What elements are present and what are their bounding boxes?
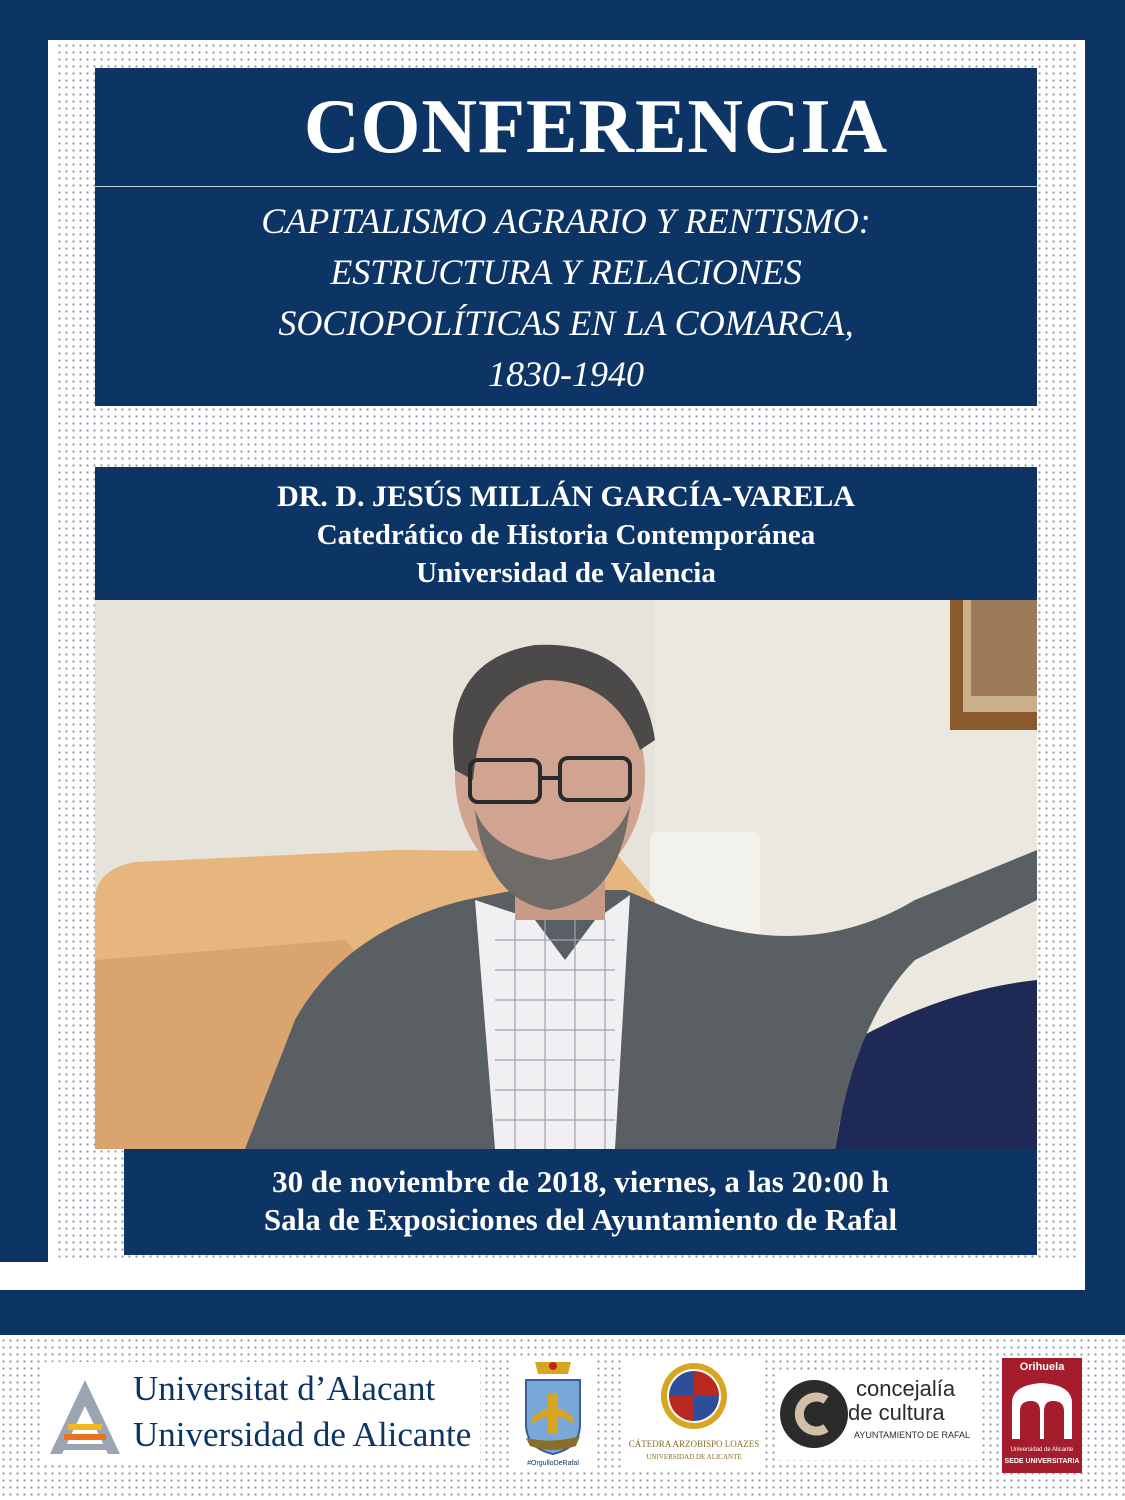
event-date: 30 de noviembre de 2018, viernes, a las 20:00 h <box>272 1164 889 1199</box>
ua-name-spanish: Universidad de Alicante <box>133 1415 472 1454</box>
speaker-role: Catedrático de Historia Contemporánea <box>316 519 816 551</box>
conference-subtitle <box>95 196 1037 400</box>
frame-left-inner-line <box>48 40 54 1262</box>
cultura-line3: AYUNTAMIENTO DE RAFAL <box>854 1430 971 1440</box>
subtitle-line: CAPITALISMO AGRARIO Y RENTISMO: <box>261 201 871 241</box>
ua-name-valencian: Universitat d’Alacant <box>133 1369 436 1408</box>
frame-top-border <box>0 0 1085 40</box>
cultura-line1: concejalía <box>856 1376 956 1401</box>
speaker-university: Universidad de Valencia <box>416 557 716 589</box>
rafal-crest-icon <box>510 1358 596 1458</box>
orihuela-sede-logo <box>1002 1358 1082 1473</box>
ua-name <box>133 1366 471 1458</box>
ua-logo <box>40 1362 480 1464</box>
frame-bottom-band <box>0 1290 1125 1335</box>
catedra-logo <box>624 1360 764 1468</box>
orihuela-sede: SEDE UNIVERSITARIA <box>1004 1458 1080 1465</box>
cultura-c-icon <box>778 1374 850 1456</box>
subtitle-line: ESTRUCTURA Y RELACIONES <box>330 252 802 292</box>
title-divider <box>95 186 1037 187</box>
frame-right-border <box>1085 0 1125 1290</box>
concejalia-cultura-logo <box>778 1370 978 1460</box>
ua-emblem-icon <box>40 1362 130 1462</box>
speaker-name: DR. D. JESÚS MILLÁN GARCÍA-VARELA <box>277 480 855 513</box>
catedra-name: CÁTEDRA ARZOBISPO LOAZES <box>628 1439 760 1449</box>
speaker-info <box>95 478 1037 592</box>
rafal-crest-logo <box>510 1358 596 1472</box>
cultura-line2: de cultura <box>848 1400 945 1425</box>
speaker-photo-illustration <box>95 600 1037 1149</box>
catedra-university: UNIVERSIDAD DE ALICANTE <box>646 1453 742 1461</box>
orihuela-university: Universidad de Alicante <box>1010 1447 1074 1453</box>
frame-right-inner-line <box>1077 40 1085 1290</box>
orihuela-title: Orihuela <box>1019 1361 1065 1373</box>
sede-arch-icon <box>1002 1375 1082 1445</box>
subtitle-line: 1830-1940 <box>488 354 644 394</box>
catedra-shield-icon <box>624 1360 764 1438</box>
event-info <box>124 1163 1037 1239</box>
event-venue: Sala de Exposiciones del Ayuntamiento de Rafal <box>263 1202 898 1237</box>
subtitle-line: SOCIOPOLÍTICAS EN LA COMARCA, <box>278 303 854 343</box>
speaker-photo <box>95 600 1037 1149</box>
rafal-hashtag: #OrgulloDeRafal <box>527 1460 579 1467</box>
frame-left-border <box>0 0 48 1262</box>
frame-bottom-inner-line <box>0 1262 1085 1290</box>
poster-title: CONFERENCIA <box>303 83 889 169</box>
